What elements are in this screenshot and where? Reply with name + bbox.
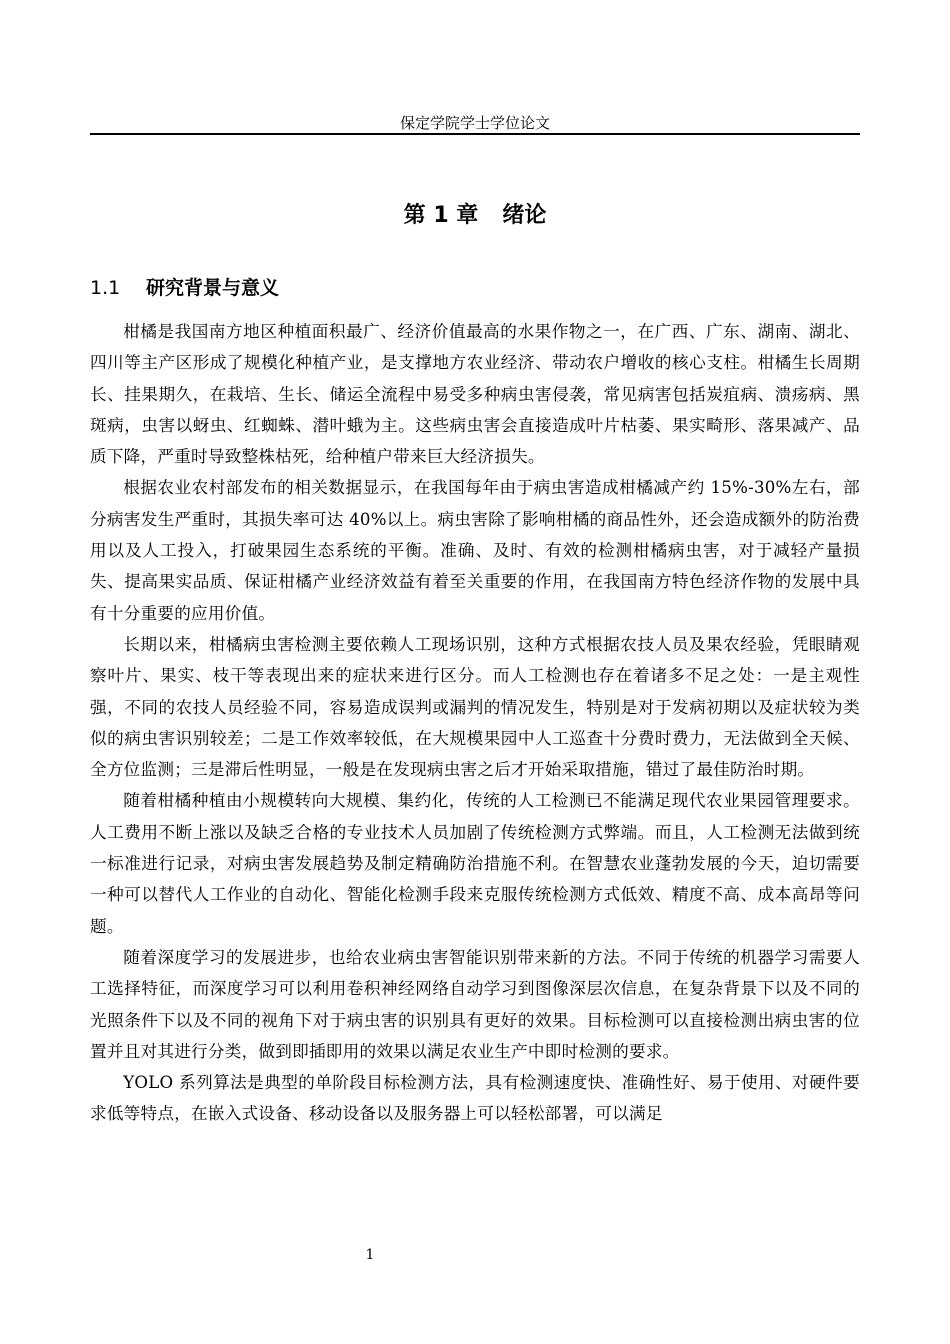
header-rule bbox=[90, 133, 860, 135]
section-heading bbox=[90, 273, 860, 303]
chapter-name: 绪论 bbox=[502, 203, 547, 228]
paragraph: 根据农业农村部发布的相关数据显示，在我国每年由于病虫害造成柑橘减产约 15%-30%左右，部分病害发生严重时，其损失率可达 40%以上。病虫害除了影响柑橘的商品性外，还会造成额外的防治费用以及人工投入，打破果园生态系统的平衡。准确、及时、有效的检测柑橘病虫害，对于减轻产量损失、提高果实品质、保证柑橘产业经济效益有着至关重要的作用，在我国南方特色经济作物的发展中具有十分重要的应用价值。 bbox=[90, 478, 860, 623]
running-header: 保定学院学士学位论文 bbox=[399, 114, 550, 132]
section-number: 1.1 bbox=[90, 277, 121, 299]
page-number: 1 bbox=[365, 1247, 375, 1263]
paragraph: 长期以来，柑橘病虫害检测主要依赖人工现场识别，这种方式根据农技人员及果农经验，凭眼睛观察叶片、果实、枝干等表现出来的症状来进行区分。而人工检测也存在着诸多不足之处：一是主观性强，不同的农技人员经验不同，容易造成误判或漏判的情况发生，特别是对于发病初期以及症状较为类似的病虫害识别较差；二是工作效率较低，在大规模果园中人工巡查十分费时费力，无法做到全天候、全方位监测；三是滞后性明显，一般是在发现病虫害之后才开始采取措施，错过了最佳防治时期。 bbox=[90, 634, 860, 780]
chapter-number: 第 1 章 bbox=[403, 203, 479, 228]
body-text bbox=[90, 316, 860, 1130]
section-title: 研究背景与意义 bbox=[146, 277, 280, 299]
paragraph: YOLO 系列算法是典型的单阶段目标检测方法，具有检测速度快、准确性好、易于使用、对硬件要求低等特点，在嵌入式设备、移动设备以及服务器上可以轻松部署，可以满足 bbox=[90, 1073, 860, 1124]
paragraph: 随着柑橘种植由小规模转向大规模、集约化，传统的人工检测已不能满足现代农业果园管理要求。人工费用不断上涨以及缺乏合格的专业技术人员加剧了传统检测方式弊端。而且，人工检测无法做到统一标准进行记录，对病虫害发展趋势及制定精确防治措施不利。在智慧农业蓬勃发展的今天，迫切需要一种可以替代人工作业的自动化、智能化检测手段来克服传统检测方式低效、精度不高、成本高昂等问题。 bbox=[90, 791, 860, 936]
paragraph: 柑橘是我国南方地区种植面积最广、经济价值最高的水果作物之一，在广西、广东、湖南、湖北、四川等主产区形成了规模化种植产业，是支撑地方农业经济、带动农户增收的核心支柱。柑橘生长周期长、挂果期久，在栽培、生长、储运全流程中易受多种病虫害侵袭，常见病害包括炭疽病、溃疡病、黑斑病，虫害以蚜虫、红蜘蛛、潜叶蛾为主。这些病虫害会直接造成叶片枯萎、果实畸形、落果减产、品质下降，严重时导致整株枯死，给种植户带来巨大经济损失。 bbox=[90, 322, 860, 467]
chapter-title bbox=[90, 200, 860, 232]
paragraph: 随着深度学习的发展进步，也给农业病虫害智能识别带来新的方法。不同于传统的机器学习需要人工选择特征，而深度学习可以利用卷积神经网络自动学习到图像深层次信息，在复杂背景下以及不同的光照条件下以及不同的视角下对于病虫害的识别具有更好的效果。目标检测可以直接检测出病虫害的位置并且对其进行分类，做到即插即用的效果以满足农业生产中即时检测的要求。 bbox=[90, 947, 860, 1061]
